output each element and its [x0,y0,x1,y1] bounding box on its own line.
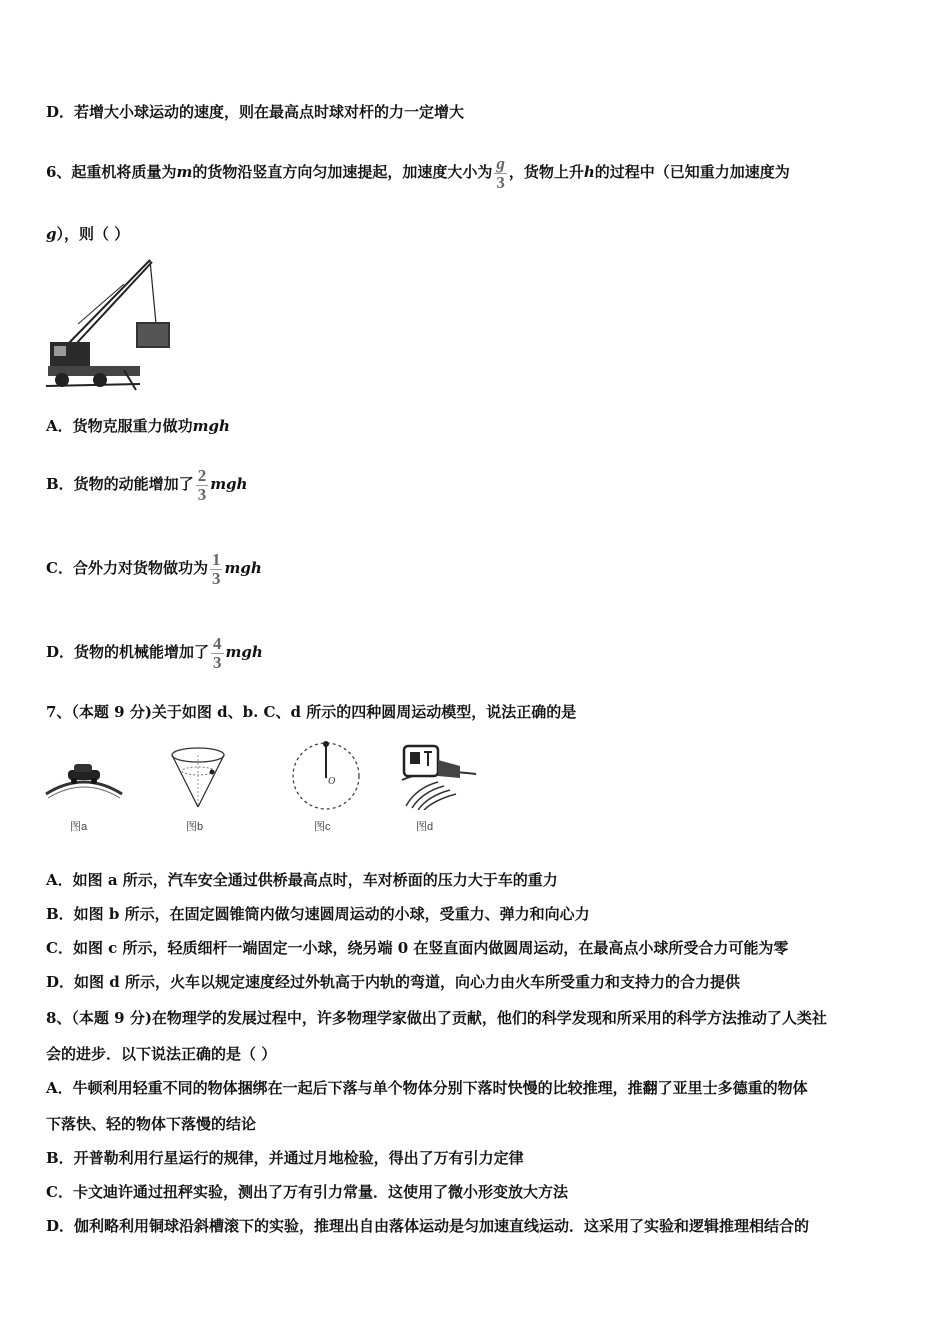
q6-stem-mid2: ，货物上升 [508,163,584,181]
figure-b-cone [168,745,228,811]
figure-c-center-label: O [328,776,336,787]
q8-option-a-line2: 下落快、轻的物体下落慢的结论 [46,1115,257,1133]
q7-option-c: C．如图 c 所示，轻质细杆一端固定一小球，绕另端 0 在竖直面内做圆周运动，在最高点小球所受合力可能为零 [46,939,789,957]
q6-option-c [46,536,262,600]
q6-stem [46,150,790,194]
q6-accel-den: 3 [496,172,505,192]
q6-stem-line2-text: ），则（ ） [56,225,130,243]
figure-b-caption: 图b [186,821,204,833]
q6-option-d-expr: mgh [225,643,263,661]
q6-option-d-num: 4 [213,633,222,653]
q6-accel-num: g [496,153,505,173]
figure-a-caption: 图a [70,821,88,833]
q6-option-c-label: C．合外力对货物做功为 [46,559,208,577]
q6-option-d-den: 3 [213,652,222,672]
q6-accel-fraction [494,155,507,192]
crane-cable [150,260,156,324]
q8-option-d: D．伽利略利用铜球沿斜槽滚下的实验，推理出自由落体运动是匀加速直线运动．这采用了实验和逻辑推理相结合的 [46,1217,810,1235]
q6-option-d-fraction [211,635,224,672]
q7-option-b: B．如图 b 所示，在固定圆锥筒内做匀速圆周运动的小球，受重力、弹力和向心力 [46,905,590,923]
q6-option-b-num: 2 [197,465,207,485]
q8-option-a-line1: A．牛顿利用轻重不同的物体捆绑在一起后下落与单个物体分别下落时快慢的比较推理，推翻了亚里士多德重的物体 [46,1079,808,1097]
q8-option-c: C．卡文迪许通过扭秤实验，测出了万有引力常量．这使用了微小形变放大方法 [46,1183,568,1201]
q6-option-d-label: D．货物的机械能增加了 [46,643,210,661]
q6-var-g: g [46,225,57,243]
q6-option-b-den: 3 [197,484,207,504]
q6-stem-line2 [46,224,129,244]
q6-stem-pre: 6、起重机将质量为 [46,163,177,181]
q8-option-b: B．开普勒利用行星运行的规律，并通过月地检验，得出了万有引力定律 [46,1149,524,1167]
q6-option-c-num: 1 [211,549,221,569]
q7-stem: 7、（本题 9 分)关于如图 d、b. C、d 所示的四种圆周运动模型，说法正确的是 [46,703,577,721]
q6-option-d [46,620,263,684]
q7-option-a: A．如图 a 所示，汽车安全通过供桥最高点时，车对桥面的压力大于车的重力 [46,871,558,889]
q6-option-c-fraction [210,551,223,588]
q6-option-a [46,416,230,436]
crane-figure [44,254,176,394]
q6-var-m: m [176,163,193,181]
q6-option-b-expr: mgh [210,475,248,493]
q5-option-d: D．若增大小球运动的速度，则在最高点时球对杆的力一定增大 [46,103,465,121]
q8-stem-line1: 8、（本题 9 分)在物理学的发展过程中，许多物理学家做出了贡献，他们的科学发现和所采用的科学方法推动了人类社 [46,1009,827,1027]
q6-stem-mid: 的货物沿竖直方向匀加速提起，加速度大小为 [192,163,493,181]
figure-a-car-on-bridge [44,756,126,806]
q6-option-c-expr: mgh [224,559,262,577]
q8-stem-line2: 会的进步．以下说法正确的是（ ） [46,1045,277,1063]
q6-option-b-label: B．货物的动能增加了 [46,475,194,493]
figure-d-caption: 图d [416,821,434,833]
q6-stem-post: 的过程中（已知重力加速度为 [594,163,790,181]
figure-c-rod-circle [288,738,364,814]
figure-c-caption: 图c [314,821,331,833]
q6-option-c-den: 3 [211,568,221,588]
q6-option-a-label: A．货物克服重力做功 [46,417,193,435]
q6-option-b-fraction [196,467,209,504]
figure-d-train-on-curve [398,740,478,810]
q6-option-b [46,452,247,516]
q6-option-a-expr: mgh [192,417,230,435]
q7-option-d: D．如图 d 所示，火车以规定速度经过外轨高于内轨的弯道，向心力由火车所受重力和支持力的合力提供 [46,973,740,991]
q6-var-h: h [583,163,595,181]
